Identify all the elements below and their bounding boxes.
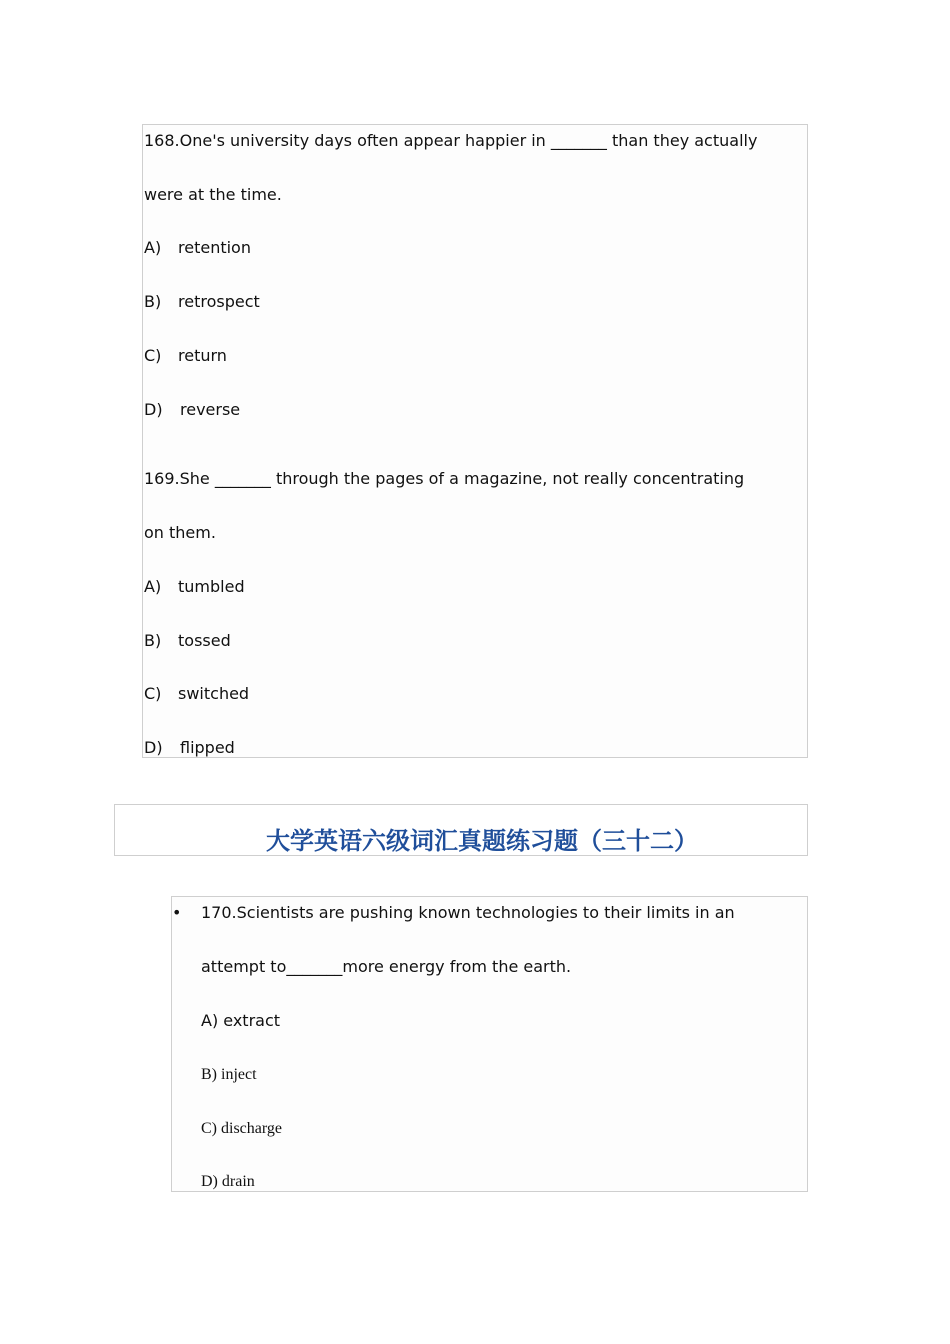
- option-text: retrospect: [178, 292, 260, 311]
- question-168-option-a: [144, 238, 251, 258]
- question-168-option-d: [144, 400, 240, 420]
- question-170-option-a: A) extract: [201, 1011, 281, 1030]
- option-label: D): [144, 738, 163, 757]
- question-169-option-c: [144, 684, 249, 704]
- option-text: tossed: [178, 631, 231, 650]
- list-bullet: •: [172, 903, 182, 922]
- question-169-text-line2: on them.: [144, 523, 216, 542]
- question-168-text-line2: were at the time.: [144, 185, 282, 204]
- question-170-option-d: D) drain: [201, 1173, 255, 1190]
- option-text: retention: [178, 238, 251, 257]
- option-label: A): [144, 577, 162, 596]
- question-panel-1: [142, 124, 808, 758]
- question-168-option-c: [144, 346, 227, 366]
- option-text: flipped: [180, 738, 235, 757]
- question-169-option-a: [144, 577, 245, 597]
- option-label: C): [144, 684, 162, 703]
- question-170-option-c: C) discharge: [201, 1120, 283, 1137]
- question-170-option-b: B) inject: [201, 1066, 257, 1083]
- option-label: B): [144, 292, 162, 311]
- option-label: D): [144, 400, 163, 419]
- question-168-text-line1: 168.One's university days often appear happier in _______ than they actually: [144, 131, 758, 150]
- option-text: switched: [178, 684, 250, 703]
- option-label: C): [144, 346, 162, 365]
- question-170-text-line1: 170.Scientists are pushing known technologies to their limits in an: [201, 903, 735, 922]
- option-text: return: [178, 346, 227, 365]
- question-169-option-b: [144, 631, 231, 651]
- question-170-text-line2: attempt to_______more energy from the earth.: [201, 957, 572, 976]
- option-text: tumbled: [178, 577, 245, 596]
- section-heading: 大学英语六级词汇真题练习题（三十二）: [266, 826, 698, 855]
- option-label: A): [144, 238, 162, 257]
- question-168-option-b: [144, 292, 260, 312]
- option-label: B): [144, 631, 162, 650]
- question-169-option-d: [144, 738, 235, 758]
- question-169-text-line1: 169.She _______ through the pages of a magazine, not really concentrating: [144, 469, 745, 488]
- question-panel-2: [171, 896, 808, 1192]
- option-text: reverse: [180, 400, 241, 419]
